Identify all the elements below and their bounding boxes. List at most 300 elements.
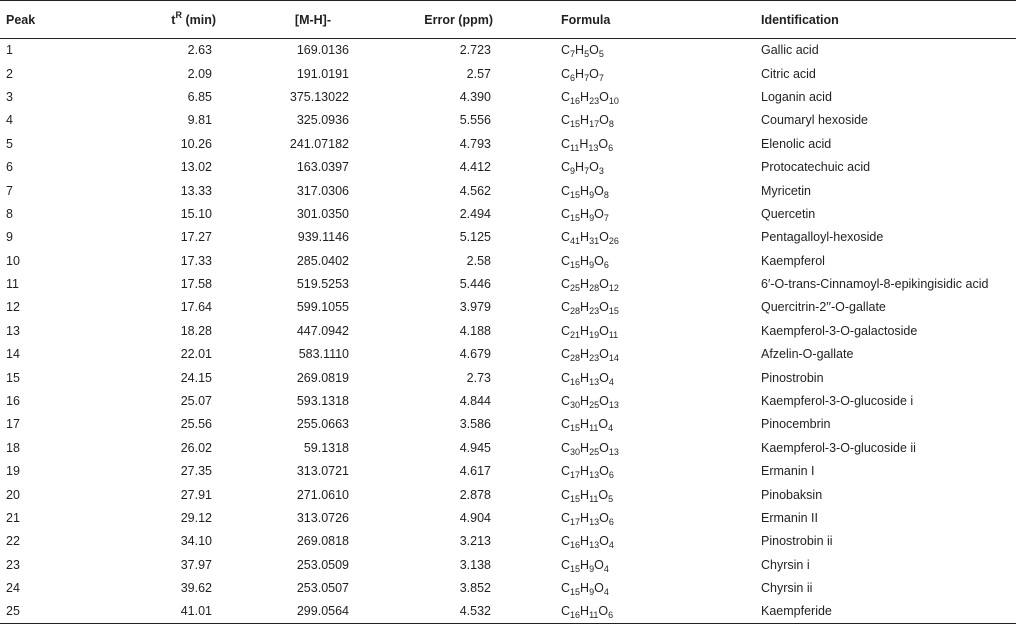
formula-element: O (599, 230, 609, 245)
formula-count: 25 (589, 446, 600, 457)
table-row (0, 389, 1016, 412)
formula-count: 7 (570, 49, 576, 60)
table-body (0, 39, 1016, 624)
cell-identification: Myricetin (761, 183, 812, 198)
cell-spacer (493, 530, 561, 553)
cell-peak: 7 (6, 183, 13, 198)
cell-peak: 16 (6, 394, 20, 409)
cell-error: 2.57 (466, 66, 491, 81)
cell-error: 4.904 (459, 511, 491, 525)
formula-count: 41 (570, 236, 581, 247)
cell-retention-time: 27.91 (180, 487, 212, 502)
table-row (0, 483, 1016, 506)
cell-mh: 317.0306 (296, 183, 349, 198)
formula-count: 10 (608, 95, 619, 106)
cell-error: 4.945 (459, 440, 491, 455)
cell-peak: 17 (6, 417, 20, 432)
formula-count: 11 (570, 142, 580, 153)
cell-formula (561, 202, 761, 225)
formula-count: 28 (570, 353, 581, 364)
cell-mh: 253.0509 (296, 557, 349, 572)
cell-mh: 599.1055 (296, 300, 349, 315)
cell-spacer (493, 483, 561, 506)
formula-element: H (580, 206, 590, 221)
cell-spacer (493, 62, 561, 85)
cell-peak: 18 (6, 440, 20, 455)
formula-count: 15 (570, 563, 581, 574)
formula-count: 17 (570, 470, 581, 481)
cell-identification: Citric acid (761, 66, 816, 81)
cell-formula (561, 62, 761, 85)
cell-formula (561, 576, 761, 599)
formula-element: C (561, 230, 571, 245)
formula-element: H (580, 464, 590, 479)
cell-error: 3.213 (459, 534, 491, 549)
formula-element: H (580, 487, 590, 502)
cell-error: 4.188 (459, 323, 491, 338)
table-row (0, 296, 1016, 319)
formula-count: 4 (608, 540, 614, 551)
cell-retention-time: 34.10 (180, 534, 212, 549)
formula-element: H (580, 534, 590, 549)
formula-element: O (599, 323, 609, 338)
cell-retention-time: 17.64 (180, 300, 212, 315)
cell-identification: Pinobaksin (761, 487, 823, 502)
formula-count: 23 (589, 306, 600, 317)
formula-count: 4 (603, 563, 609, 574)
cell-identification: Pinostrobin ii (761, 534, 833, 549)
cell-formula (561, 506, 761, 529)
cell-identification: Kaempferide (761, 600, 1016, 623)
cell-identification: Elenolic acid (761, 136, 832, 151)
formula-count: 17 (570, 517, 581, 527)
cell-formula (561, 436, 761, 459)
header-tr-base: t (171, 12, 176, 27)
table-row (0, 319, 1016, 342)
formula-count: 13 (608, 446, 619, 457)
formula-count: 4 (608, 423, 614, 434)
table-row (0, 179, 1016, 202)
cell-peak: 4 (6, 113, 13, 128)
formula-count: 3 (598, 166, 604, 177)
header-identification: Identification (761, 1, 1016, 39)
formula-count: 15 (570, 423, 581, 434)
cell-identification: Loganin acid (761, 89, 832, 104)
cell-peak: 2 (6, 66, 13, 81)
formula-count: 4 (608, 376, 614, 387)
formula-element: C (561, 417, 571, 432)
table-row (0, 343, 1016, 366)
formula-element: O (599, 534, 609, 549)
formula-count: 6 (603, 259, 609, 270)
formula-element: C (561, 160, 571, 175)
cell-mh: 299.0564 (218, 600, 363, 623)
formula-count: 31 (589, 236, 600, 247)
cell-formula (561, 226, 761, 249)
formula-count: 11 (589, 493, 599, 504)
table-row (0, 249, 1016, 272)
formula-count: 30 (570, 446, 581, 457)
formula-count: 8 (603, 189, 609, 200)
cell-spacer (493, 226, 561, 249)
cell-formula (561, 109, 761, 132)
cell-mh: 447.0942 (296, 323, 349, 338)
formula-element: H (580, 113, 590, 128)
formula-element: C (561, 440, 571, 455)
table-row (0, 413, 1016, 436)
cell-retention-time: 6.85 (187, 89, 212, 104)
cell-peak: 23 (6, 557, 20, 572)
formula-element: H (575, 43, 585, 58)
formula-element: C (561, 534, 571, 549)
formula-element: H (580, 417, 590, 432)
cell-mh: 285.0402 (296, 253, 349, 268)
formula-element: O (599, 113, 609, 128)
formula-count: 16 (570, 95, 581, 106)
formula-element: H (580, 370, 590, 385)
cell-mh: 313.0726 (296, 511, 349, 525)
table-header-row (0, 1, 1016, 39)
formula-count: 16 (570, 610, 581, 621)
formula-count: 16 (570, 540, 581, 551)
formula-element: O (594, 206, 604, 221)
table-row (0, 226, 1016, 249)
cell-identification: Quercitrin-2′′-O-gallate (761, 300, 886, 315)
cell-formula (561, 85, 761, 108)
cell-formula (561, 319, 761, 342)
cell-identification: Ermanin II (761, 511, 818, 525)
formula-element: C (561, 604, 571, 619)
cell-retention-time: 39.62 (180, 581, 212, 596)
formula-count: 26 (608, 236, 619, 247)
formula-element: O (594, 581, 604, 596)
formula-element: H (580, 557, 590, 572)
formula-element: H (580, 394, 590, 409)
cell-spacer (493, 600, 561, 623)
table-row (0, 202, 1016, 225)
formula-count: 9 (589, 587, 595, 598)
formula-count: 15 (608, 306, 619, 317)
cell-retention-time: 13.33 (180, 183, 212, 198)
cell-mh: 325.0936 (296, 113, 349, 128)
formula-count: 25 (589, 400, 600, 411)
cell-identification: Kaempferol-3-O-glucoside ii (761, 440, 916, 455)
formula-element: O (599, 89, 609, 104)
cell-error: 2.723 (459, 43, 491, 58)
cell-error: 4.844 (459, 394, 491, 409)
cell-identification: Protocatechuic acid (761, 160, 871, 175)
header-peak: Peak (0, 1, 110, 39)
cell-identification: Pinocembrin (761, 417, 831, 432)
formula-count: 6 (608, 142, 614, 153)
cell-formula (561, 413, 761, 436)
cell-spacer (493, 249, 561, 272)
cell-formula (561, 272, 761, 295)
formula-count: 13 (589, 540, 600, 551)
formula-count: 15 (570, 493, 581, 504)
formula-element: H (580, 511, 590, 525)
cell-spacer (493, 413, 561, 436)
cell-identification: Kaempferol (761, 253, 825, 268)
formula-element: C (561, 511, 571, 525)
formula-element: O (598, 487, 609, 502)
table-row (0, 530, 1016, 553)
formula-element: H (580, 230, 590, 245)
cell-mh: 59.1318 (303, 440, 349, 455)
table-row (0, 85, 1016, 108)
cell-identification: 6′-O-trans-Cinnamoyl-8-epikingisidic acid (761, 277, 989, 292)
header-formula: Formula (561, 1, 761, 39)
cell-formula (561, 249, 761, 272)
cell-spacer (493, 436, 561, 459)
formula-element: H (575, 160, 585, 175)
formula-element: C (561, 370, 571, 385)
table-row (0, 460, 1016, 483)
cell-retention-time: 37.97 (180, 557, 212, 572)
cell-mh: 241.07182 (289, 136, 349, 151)
formula-count: 7 (584, 166, 590, 177)
formula-count: 5 (584, 49, 590, 60)
cell-peak: 8 (6, 206, 13, 221)
formula-count: 19 (589, 329, 600, 340)
cell-formula (561, 483, 761, 506)
header-error: Error (ppm) (363, 1, 493, 39)
formula-element: H (580, 440, 590, 455)
formula-element: O (598, 417, 609, 432)
cell-peak: 3 (6, 89, 13, 104)
cell-spacer (493, 85, 561, 108)
table-row (0, 272, 1016, 295)
cell-retention-time: 27.35 (180, 464, 212, 479)
table-row (0, 132, 1016, 155)
formula-element: C (561, 253, 571, 268)
cell-error: 4.390 (459, 89, 491, 104)
table-row (0, 553, 1016, 576)
cell-error: 2.73 (466, 370, 491, 385)
formula-count: 6 (608, 517, 614, 527)
formula-count: 23 (589, 353, 600, 364)
formula-element: C (561, 277, 571, 292)
formula-element: O (598, 136, 609, 151)
cell-identification: Chyrsin i (761, 557, 810, 572)
table-row (0, 366, 1016, 389)
formula-count: 6 (570, 72, 576, 83)
formula-count: 23 (589, 95, 600, 106)
cell-mh: 313.0721 (296, 464, 349, 479)
formula-element: H (580, 253, 590, 268)
formula-count: 9 (589, 259, 595, 270)
formula-count: 5 (598, 49, 604, 60)
cell-formula (561, 39, 761, 62)
cell-peak: 12 (6, 300, 20, 315)
cell-identification: Pentagalloyl-hexoside (761, 230, 884, 245)
cell-error: 3.138 (459, 557, 491, 572)
cell-retention-time: 17.33 (180, 253, 212, 268)
cell-mh: 519.5253 (296, 277, 349, 292)
formula-element: O (599, 440, 609, 455)
cell-spacer (493, 179, 561, 202)
cell-formula (561, 343, 761, 366)
formula-count: 9 (570, 166, 576, 177)
table-row (0, 506, 1016, 529)
formula-count: 13 (608, 400, 619, 411)
cell-peak: 11 (6, 277, 19, 292)
cell-error: 3.852 (459, 581, 491, 596)
formula-element: H (580, 347, 590, 362)
formula-element: C (561, 581, 571, 596)
cell-retention-time: 25.07 (180, 394, 212, 409)
formula-count: 14 (608, 353, 619, 364)
formula-count: 15 (570, 212, 581, 223)
cell-mh: 375.13022 (289, 89, 349, 104)
cell-retention-time: 41.01 (110, 600, 218, 623)
cell-mh: 191.0191 (296, 66, 349, 81)
formula-count: 30 (570, 400, 581, 411)
cell-peak: 10 (6, 253, 20, 268)
formula-element: C (561, 557, 571, 572)
cell-formula (561, 389, 761, 412)
cell-retention-time: 17.58 (180, 277, 212, 292)
cell-formula (561, 155, 761, 178)
cell-identification: Coumaryl hexoside (761, 113, 868, 128)
formula-count: 9 (589, 212, 595, 223)
cell-identification: Quercetin (761, 206, 816, 221)
formula-count: 9 (589, 563, 595, 574)
cell-identification: Pinostrobin (761, 370, 824, 385)
cell-formula (561, 460, 761, 483)
formula-count: 12 (608, 283, 619, 294)
cell-retention-time: 18.28 (180, 323, 212, 338)
cell-mh: 939.1146 (297, 230, 349, 245)
cell-identification: Chyrsin ii (761, 581, 813, 596)
cell-formula (561, 366, 761, 389)
formula-element: H (580, 300, 590, 315)
cell-error: 4.679 (459, 347, 491, 362)
cell-mh: 255.0663 (296, 417, 349, 432)
formula-element: O (599, 370, 609, 385)
cell-spacer (493, 506, 561, 529)
cell-error: 2.58 (466, 253, 491, 268)
cell-retention-time: 17.27 (180, 230, 212, 245)
formula-element: C (561, 136, 571, 151)
header-mh: [M-H]- (218, 1, 363, 39)
cell-identification: Kaempferol-3-O-galactoside (761, 323, 918, 338)
cell-peak: 24 (6, 581, 20, 596)
cell-formula (561, 296, 761, 319)
formula-count: 13 (589, 517, 600, 527)
formula-count: 4 (603, 587, 609, 598)
cell-mh: 253.0507 (296, 581, 349, 596)
cell-error: 3.586 (459, 417, 491, 432)
formula-element: H (580, 581, 590, 596)
formula-element: C (561, 323, 571, 338)
formula-element: C (561, 300, 571, 315)
cell-formula (561, 600, 761, 623)
formula-count: 25 (570, 283, 581, 294)
formula-count: 6 (608, 610, 614, 621)
cell-error: 2.494 (459, 206, 491, 221)
formula-count: 28 (589, 283, 600, 294)
header-retention-time (110, 1, 218, 39)
cell-spacer (493, 319, 561, 342)
formula-count: 15 (570, 587, 581, 598)
cell-peak: 22 (6, 534, 20, 549)
cell-error: 4.562 (459, 183, 491, 198)
formula-element: H (580, 277, 590, 292)
table-row (0, 576, 1016, 599)
formula-count: 28 (570, 306, 581, 317)
formula-count: 11 (608, 329, 619, 340)
formula-element: C (561, 206, 571, 221)
cell-retention-time: 2.63 (187, 43, 212, 58)
cell-spacer (493, 109, 561, 132)
cell-retention-time: 9.81 (187, 113, 212, 128)
cell-retention-time: 10.26 (180, 136, 212, 151)
cell-mh: 169.0136 (296, 43, 349, 58)
formula-element: C (561, 43, 571, 58)
cell-identification: Kaempferol-3-O-glucoside i (761, 394, 914, 409)
formula-count: 15 (570, 119, 581, 130)
formula-element: H (575, 66, 585, 81)
cell-spacer (493, 553, 561, 576)
cell-spacer (493, 366, 561, 389)
cell-spacer (493, 460, 561, 483)
table-row (0, 436, 1016, 459)
cell-identification: Afzelin-O-gallate (761, 347, 854, 362)
cell-mh: 269.0818 (296, 534, 349, 549)
cell-error: 4.793 (459, 136, 491, 151)
cell-peak: 5 (6, 136, 13, 151)
formula-element: C (561, 183, 571, 198)
formula-count: 7 (598, 72, 604, 83)
cell-retention-time: 15.10 (180, 206, 212, 221)
header-tr-sup: R (175, 9, 182, 20)
cell-error: 4.617 (459, 464, 491, 479)
formula-count: 21 (570, 329, 581, 340)
cell-mh: 301.0350 (296, 206, 349, 221)
formula-element: O (598, 604, 609, 619)
formula-count: 15 (570, 189, 581, 200)
formula-element: O (589, 66, 599, 81)
cell-identification: Gallic acid (761, 43, 819, 58)
cell-identification: Ermanin I (761, 464, 815, 479)
cell-peak: 13 (6, 323, 20, 338)
cell-spacer (493, 39, 561, 62)
cell-peak: 25 (0, 600, 110, 623)
formula-count: 13 (588, 142, 599, 153)
cell-error: 5.446 (459, 277, 491, 292)
cell-peak: 21 (6, 511, 20, 525)
cell-error: 4.532 (363, 600, 493, 623)
cell-error: 5.556 (459, 113, 491, 128)
cell-formula (561, 553, 761, 576)
formula-element: O (599, 394, 609, 409)
cell-peak: 19 (6, 464, 20, 479)
formula-element: O (589, 160, 599, 175)
formula-element: O (599, 277, 609, 292)
cell-spacer (493, 389, 561, 412)
formula-count: 16 (570, 376, 581, 387)
formula-element: H (579, 136, 589, 151)
formula-element: O (599, 300, 609, 315)
formula-count: 15 (570, 259, 581, 270)
cell-spacer (493, 296, 561, 319)
cell-spacer (493, 155, 561, 178)
formula-element: C (561, 487, 571, 502)
formula-element: H (580, 89, 590, 104)
formula-count: 5 (608, 493, 614, 504)
formula-element: O (599, 464, 609, 479)
